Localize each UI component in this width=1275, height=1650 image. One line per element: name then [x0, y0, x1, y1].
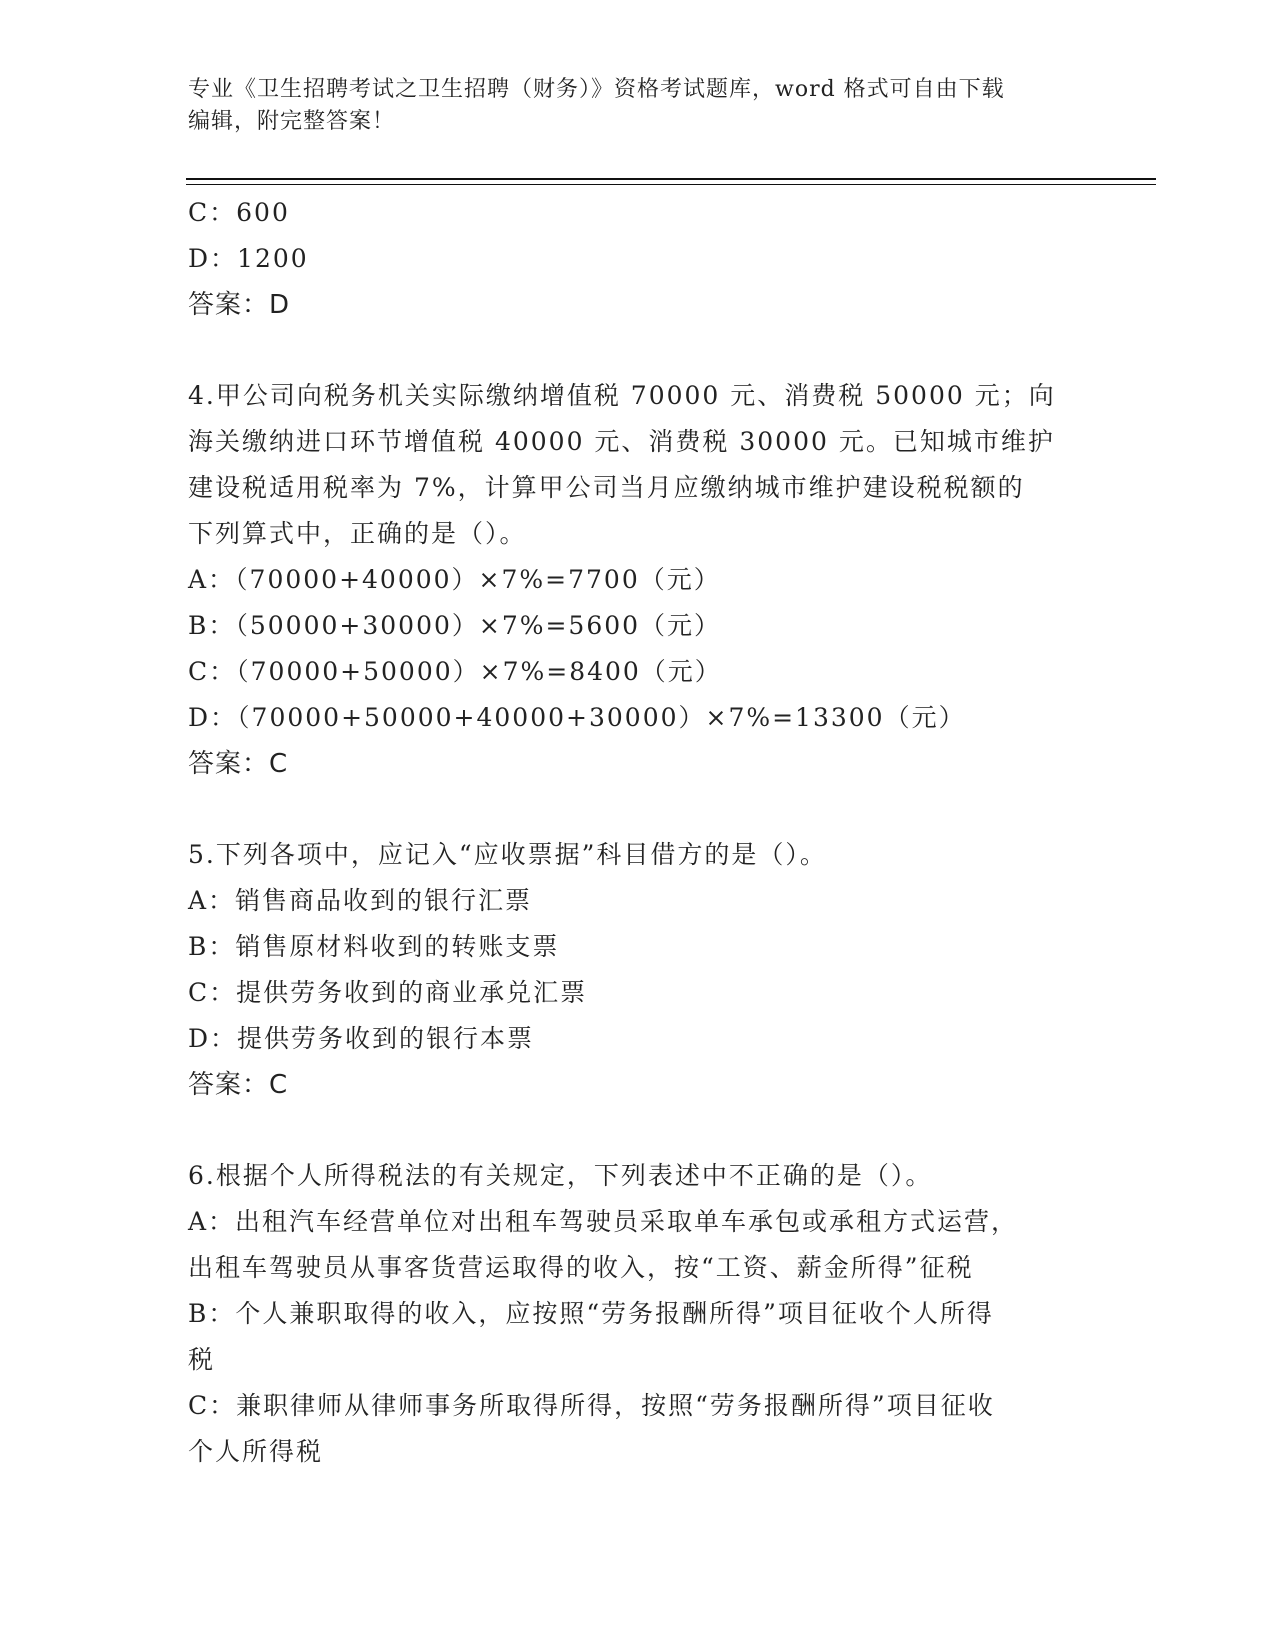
question-stem-line: 海关缴纳进口环节增值税 40000 元、消费税 30000 元。已知城市维护 [188, 427, 1055, 456]
spacer [188, 1108, 1088, 1153]
header-divider-thin [186, 184, 1156, 185]
option-d: D：（70000+50000+40000+30000）×7%=13300（元） [188, 703, 966, 732]
option-d: D：提供劳务收到的银行本票 [188, 1024, 535, 1053]
option-a: A：（70000+40000）×7%=7700（元） [188, 565, 721, 594]
spacer [188, 328, 1088, 373]
question-4 [188, 373, 1088, 787]
option-c-line: C：兼职律师从律师事务所取得所得，按照“劳务报酬所得”项目征收 [188, 1391, 995, 1420]
option-b-line: B：个人兼职取得的收入，应按照“劳务报酬所得”项目征收个人所得 [188, 1299, 994, 1328]
question-3-tail [188, 190, 1088, 328]
option-c-line: 个人所得税 [188, 1437, 324, 1466]
header-line-1: 专业《卫生招聘考试之卫生招聘（财务）》资格考试题库，word 格式可自由下载 [188, 77, 1005, 102]
question-stem: 6.根据个人所得税法的有关规定，下列表述中不正确的是（）。 [188, 1161, 933, 1190]
question-stem-line: 下列算式中，正确的是（）。 [188, 519, 527, 548]
option-c: C：提供劳务收到的商业承兑汇票 [188, 978, 588, 1007]
header-line-2: 编辑，附完整答案！ [188, 109, 396, 134]
document-body [188, 190, 1088, 1475]
question-stem-line: 4.甲公司向税务机关实际缴纳增值税 70000 元、消费税 50000 元；向 [188, 381, 1056, 410]
question-5 [188, 832, 1088, 1108]
answer-line: 答案：C [188, 1070, 289, 1100]
option-b-line: 税 [188, 1345, 216, 1374]
option-d: D：1200 [188, 244, 309, 273]
answer-line: 答案：D [188, 290, 291, 320]
question-stem-line: 建设税适用税率为 7%，计算甲公司当月应缴纳城市维护建设税税额的 [188, 473, 1025, 502]
option-c: C：（70000+50000）×7%=8400（元） [188, 657, 722, 686]
option-b: B：（50000+30000）×7%=5600（元） [188, 611, 722, 640]
spacer [188, 787, 1088, 832]
question-stem: 5.下列各项中，应记入“应收票据”科目借方的是（）。 [188, 840, 827, 869]
header-divider-thick [186, 178, 1156, 180]
option-c: C：600 [188, 198, 290, 227]
option-a: A：销售商品收到的银行汇票 [188, 886, 533, 915]
document-header [188, 74, 1068, 138]
option-a-line: 出租车驾驶员从事客货营运取得的收入，按“工资、薪金所得”征税 [188, 1253, 974, 1282]
option-b: B：销售原材料收到的转账支票 [188, 932, 560, 961]
option-a-line: A：出租汽车经营单位对出租车驾驶员采取单车承包或承租方式运营， [188, 1207, 1019, 1236]
answer-line: 答案：C [188, 749, 289, 779]
question-6 [188, 1153, 1088, 1475]
